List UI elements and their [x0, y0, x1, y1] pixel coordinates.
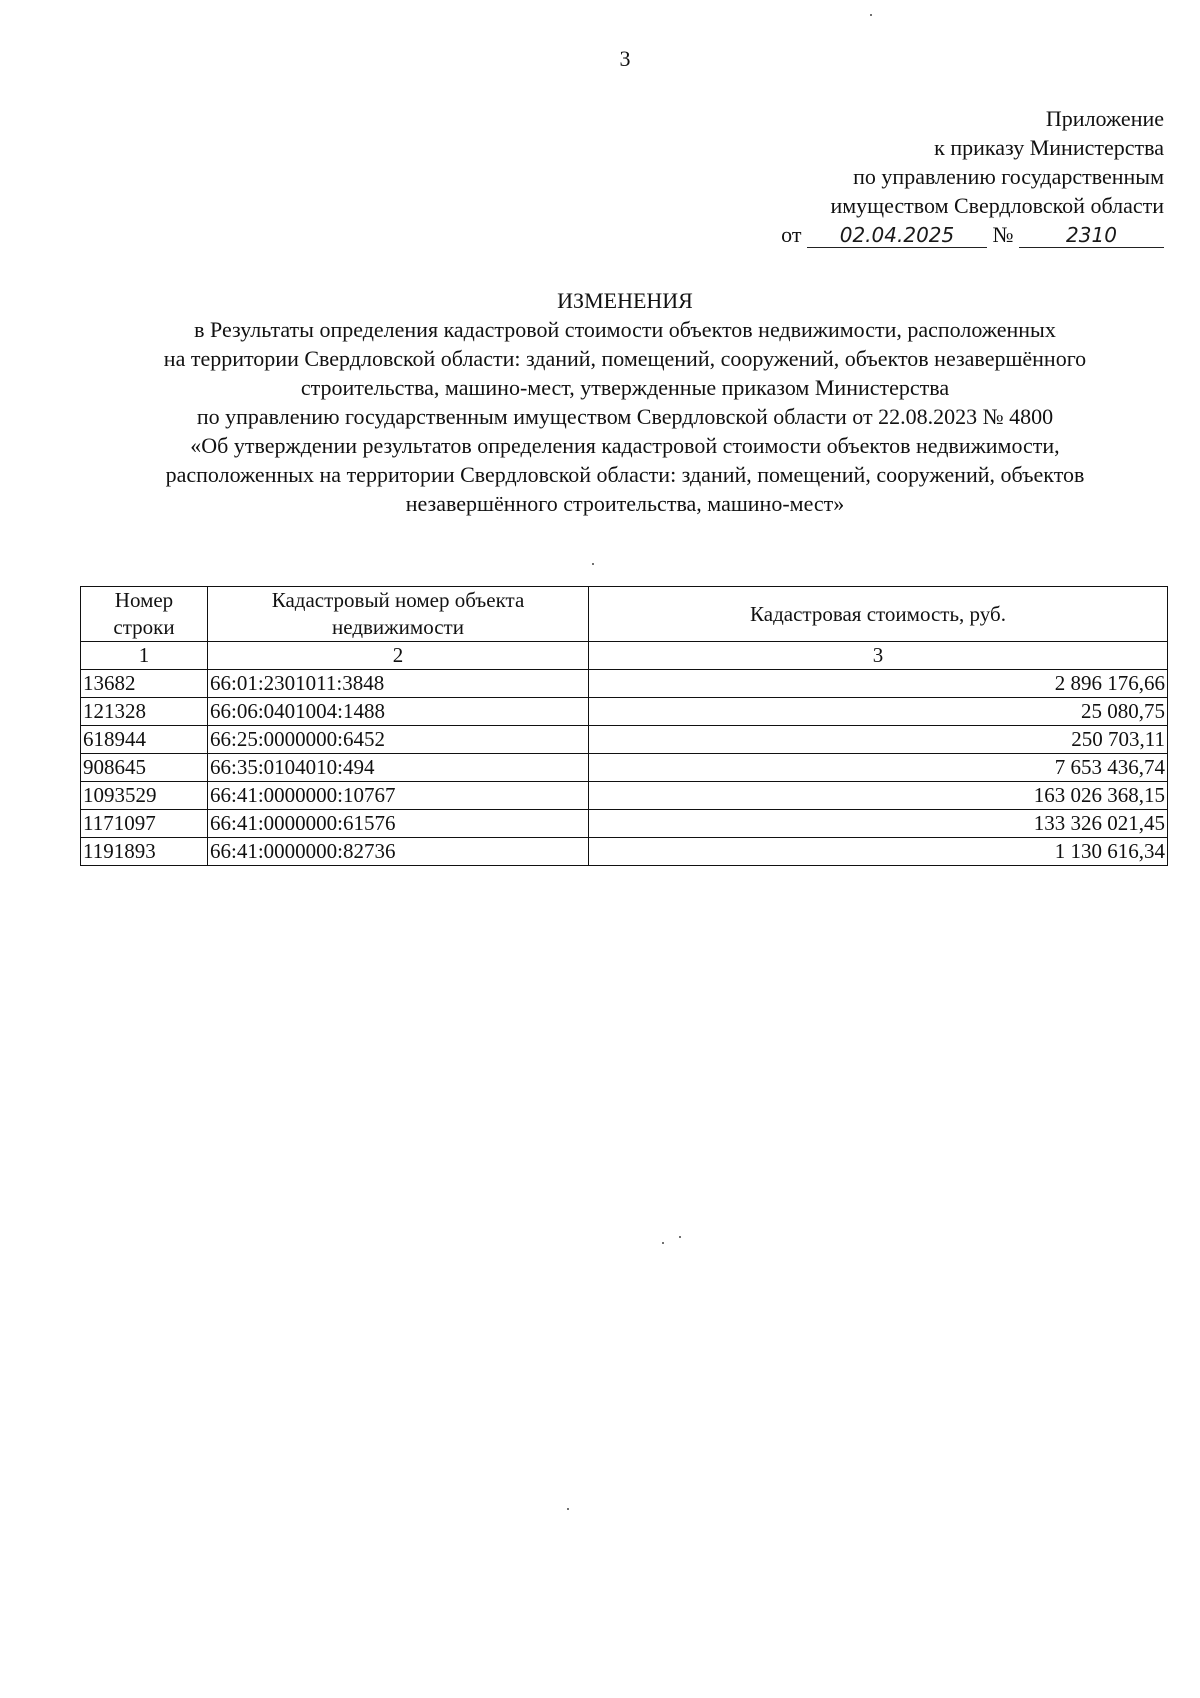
scan-speck: [567, 1508, 569, 1510]
table-row: [81, 754, 1168, 782]
cadastral-number: 66:41:0000000:10767: [208, 782, 589, 810]
date-prefix: от: [781, 222, 802, 247]
row-number: 618944: [81, 726, 208, 754]
title-line: незавершённого строительства, машино-мест»: [405, 491, 845, 516]
order-date-number-line: [704, 220, 1164, 249]
column-index: 2: [208, 642, 589, 670]
appendix-line: имуществом Свердловской области: [830, 193, 1164, 218]
document-title: [0, 286, 1200, 518]
column-index: 3: [589, 642, 1168, 670]
cadastral-value-table: [80, 586, 1168, 866]
row-number: 908645: [81, 754, 208, 782]
cadastral-number: 66:35:0104010:494: [208, 754, 589, 782]
table-row: [81, 698, 1168, 726]
header-cadastral-number: Кадастровый номер объекта недвижимости: [208, 587, 589, 642]
number-prefix: №: [992, 222, 1014, 247]
table-row: [81, 726, 1168, 754]
header-cadastral-value: Кадастровая стоимость, руб.: [589, 587, 1168, 642]
appendix-block: [704, 104, 1164, 249]
row-number: 1171097: [81, 810, 208, 838]
column-index: 1: [81, 642, 208, 670]
title-line: на территории Свердловской области: зданий, помещений, сооружений, объектов незавершённого: [163, 346, 1087, 371]
table-header-row: [81, 587, 1168, 642]
title-line: строительства, машино-мест, утвержденные приказом Министерства: [300, 375, 950, 400]
title-line: в Результаты определения кадастровой стоимости объектов недвижимости, расположенных: [194, 317, 1056, 342]
title-line: «Об утверждении результатов определения кадастровой стоимости объектов недвижимости,: [190, 433, 1060, 458]
cadastral-value: 163 026 368,15: [589, 782, 1168, 810]
header-row-number: Номер строки: [81, 587, 208, 642]
title-line: по управлению государственным имуществом Свердловской области от 22.08.2023 № 4800: [196, 404, 1054, 429]
cadastral-number: 66:41:0000000:61576: [208, 810, 589, 838]
row-number: 121328: [81, 698, 208, 726]
appendix-line: Приложение: [1045, 106, 1164, 131]
cadastral-value: 250 703,11: [589, 726, 1168, 754]
table-row: [81, 838, 1168, 866]
scan-speck: [662, 1242, 664, 1244]
row-number: 13682: [81, 670, 208, 698]
cadastral-value: 7 653 436,74: [589, 754, 1168, 782]
cadastral-number: 66:25:0000000:6452: [208, 726, 589, 754]
row-number: 1191893: [81, 838, 208, 866]
handwritten-date: 02.04.2025: [807, 223, 987, 248]
table-row: [81, 782, 1168, 810]
row-number: 1093529: [81, 782, 208, 810]
appendix-line: по управлению государственным: [853, 164, 1164, 189]
page-number: 3: [619, 46, 631, 71]
title-heading: ИЗМЕНЕНИЯ: [557, 288, 693, 313]
cadastral-number: 66:01:2301011:3848: [208, 670, 589, 698]
table-row: [81, 670, 1168, 698]
scan-speck: [870, 14, 872, 16]
handwritten-number: 2310: [1019, 223, 1164, 248]
cadastral-value: 1 130 616,34: [589, 838, 1168, 866]
cadastral-number: 66:41:0000000:82736: [208, 838, 589, 866]
column-index-row: [81, 642, 1168, 670]
appendix-line: к приказу Министерства: [934, 135, 1164, 160]
cadastral-value: 133 326 021,45: [589, 810, 1168, 838]
cadastral-value: 2 896 176,66: [589, 670, 1168, 698]
scan-speck: [679, 1236, 681, 1238]
cadastral-number: 66:06:0401004:1488: [208, 698, 589, 726]
cadastral-value: 25 080,75: [589, 698, 1168, 726]
scan-speck: [592, 563, 594, 565]
title-line: расположенных на территории Свердловской области: зданий, помещений, сооружений, объектов: [165, 462, 1085, 487]
table-row: [81, 810, 1168, 838]
